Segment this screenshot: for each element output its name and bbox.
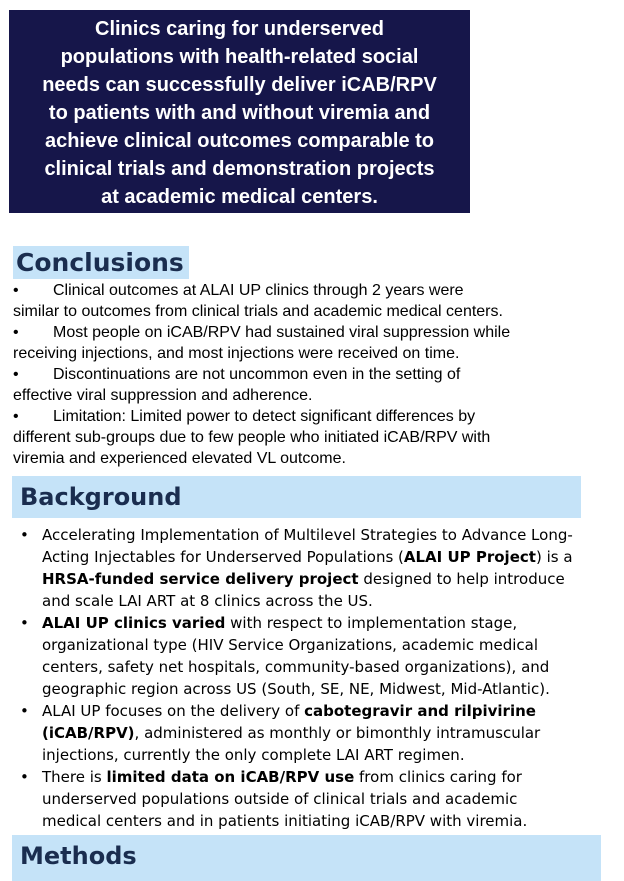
bullet-icon: •	[13, 366, 19, 383]
bullet-icon: •	[20, 768, 29, 786]
banner-line: to patients with and without viremia and	[48, 102, 431, 124]
conclusion-text: viremia and experienced elevated VL outcome.	[13, 450, 346, 467]
body-text: ) is a	[535, 548, 573, 566]
banner-line: clinical trials and demonstration projects	[44, 158, 435, 180]
body-text: with respect to implementation stage, organizational type (HIV Service Organizations, academic medical centers, safety net hospitals, community-based organizations), and geographic region across US (South, SE, NE, Midwest, Mid-Atlantic).	[42, 614, 550, 698]
key-message-banner	[9, 10, 470, 213]
banner-line: populations with health-related social	[60, 46, 419, 68]
conclusion-item	[13, 406, 573, 469]
background-item	[20, 524, 580, 612]
background-item	[20, 612, 580, 700]
bullet-icon: •	[13, 324, 19, 341]
background-heading: Background	[12, 476, 581, 518]
body-text: Accelerating Implementation of Multilevel Strategies to Advance Long-Acting Injectables for Underserved Populations (	[42, 526, 573, 566]
banner-line: Clinics caring for underserved	[95, 18, 384, 40]
conclusion-text: effective viral suppression and adherence.	[13, 387, 313, 404]
emphasis-text: HRSA-funded service delivery project	[42, 570, 359, 588]
conclusion-item	[13, 364, 573, 406]
conclusion-text: receiving injections, and most injections were received on time.	[13, 345, 460, 362]
conclusions-heading: Conclusions	[13, 246, 189, 279]
background-list	[20, 524, 580, 832]
body-text: , administered as monthly or bimonthly intramuscular injections, currently the only complete LAI ART regimen.	[42, 724, 541, 764]
methods-heading: Methods	[12, 835, 601, 881]
bullet-icon: •	[13, 408, 19, 425]
conclusion-item	[13, 280, 573, 322]
bullet-icon: •	[20, 702, 29, 720]
bullet-icon: •	[20, 526, 29, 544]
body-text: from clinics caring for underserved populations outside of clinical trials and academic medical centers and in patients initiating iCAB/RPV with viremia.	[42, 768, 528, 830]
emphasis-text: ALAI UP Project	[403, 548, 536, 566]
body-text: designed to help introduce and scale LAI ART at 8 clinics across the US.	[42, 570, 565, 610]
conclusion-text: similar to outcomes from clinical trials and academic medical centers.	[13, 303, 503, 320]
conclusion-text: different sub-groups due to few people who initiated iCAB/RPV with	[13, 429, 491, 446]
banner-line: at academic medical centers.	[101, 186, 378, 208]
emphasis-text: cabotegravir and rilpivirine (iCAB/RPV)	[42, 702, 536, 742]
conclusion-text: Most people on iCAB/RPV had sustained viral suppression while	[53, 324, 511, 341]
conclusion-text: Limitation: Limited power to detect significant differences by	[53, 408, 476, 425]
banner-line: achieve clinical outcomes comparable to	[44, 130, 435, 152]
conclusion-item	[13, 322, 573, 364]
emphasis-text: limited data on iCAB/RPV use	[106, 768, 355, 786]
conclusion-text: Clinical outcomes at ALAI UP clinics through 2 years were	[53, 282, 464, 299]
background-item	[20, 766, 580, 832]
body-text: There is	[42, 768, 107, 786]
bullet-icon: •	[20, 614, 29, 632]
conclusion-text: Discontinuations are not uncommon even in the setting of	[53, 366, 461, 383]
emphasis-text: ALAI UP clinics varied	[42, 614, 226, 632]
banner-line: needs can successfully deliver iCAB/RPV	[42, 74, 437, 96]
conclusions-list	[13, 280, 573, 469]
body-text: ALAI UP focuses on the delivery of	[42, 702, 305, 720]
background-item	[20, 700, 580, 766]
bullet-icon: •	[13, 282, 19, 299]
